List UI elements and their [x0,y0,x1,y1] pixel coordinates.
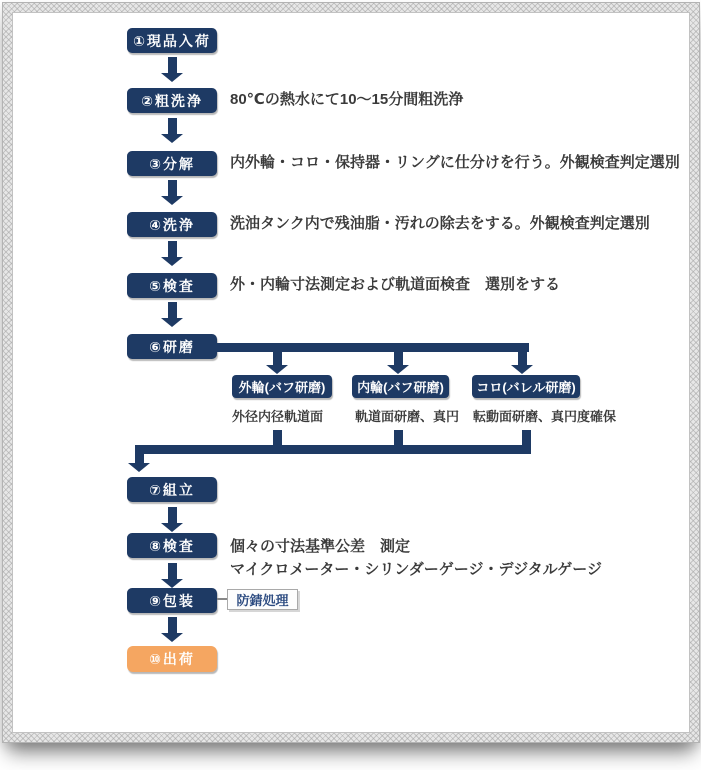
step-label-8: ⑧検査 [149,537,195,554]
step-box-10 [127,646,217,672]
step-box-8 [127,533,217,558]
merge-drop-line [135,445,144,463]
side-note-label: 防錆処理 [236,593,289,608]
step-label-9: ⑨包装 [149,592,195,609]
step-label-1: ①現品入荷 [133,32,211,49]
step-box-2 [127,88,217,113]
down-arrow-icon [266,352,288,374]
down-arrow-icon [161,302,183,327]
down-arrow-icon [161,507,183,532]
down-arrow-icon [161,180,183,205]
step-label-10: ⑩出荷 [149,651,195,667]
side-note-box [227,589,298,610]
branch-sublabel-roller: 転動面研磨、真円度確保 [473,409,617,424]
down-arrow-icon [511,352,533,374]
step-annotation-8 [230,535,602,581]
merge-stub [394,430,403,446]
down-arrow-icon [161,57,183,82]
step-annotation-8-line2: マイクロメーター・シリンダーゲージ・デジタルゲージ [230,561,603,578]
branch-box-outer-ring [232,375,332,398]
step-box-1 [127,28,217,53]
merge-stub [273,430,282,446]
down-arrow-icon [161,241,183,266]
branch-box-inner-ring [352,375,449,398]
branch-label-roller: コロ(バレル研磨) [476,380,576,395]
step-label-7: ⑦組立 [149,481,195,498]
step-label-6: ⑥研磨 [149,338,195,355]
step-annotation-3: 内外輪・コロ・保持器・リングに仕分けを行う。外観検査判定選別 [230,154,680,171]
step-annotation-5: 外・内輪寸法測定および軌道面検査 選別をする [230,276,561,293]
down-arrow-icon [161,617,183,642]
step-annotation-8-line1: 個々の寸法基準公差 測定 [230,538,411,555]
step-box-6 [127,334,217,359]
step-box-7 [127,477,217,502]
branch-sublabel-inner-ring: 軌道面研磨、真円 [355,409,460,424]
down-arrow-icon [387,352,409,374]
step-label-4: ④洗浄 [149,216,195,233]
step-box-4 [127,212,217,237]
step-box-9 [127,588,217,613]
step-box-5 [127,273,217,298]
step-annotation-2: 80℃の熱水にて10〜15分間粗洗浄 [230,91,464,108]
merge-collect-line [135,445,531,454]
branch-label-outer-ring: 外輪(バフ研磨) [238,380,326,395]
merge-stub [522,430,531,446]
step-label-3: ③分解 [149,155,195,172]
branch-box-roller [472,375,580,398]
step-label-5: ⑤検査 [149,277,195,294]
step-label-2: ②粗洗浄 [141,92,203,109]
down-arrow-icon [161,118,183,143]
branch-label-inner-ring: 内輪(バフ研磨) [357,380,444,395]
side-note-connector [217,598,227,600]
step-box-3 [127,151,217,176]
branch-distribution-line [210,343,529,352]
step-annotation-4: 洗油タンク内で残油脂・汚れの除去をする。外観検査判定選別 [230,215,650,232]
branch-sublabel-outer-ring: 外径内径軌道面 [232,409,324,424]
down-arrow-icon [128,463,150,472]
down-arrow-icon [161,563,183,588]
